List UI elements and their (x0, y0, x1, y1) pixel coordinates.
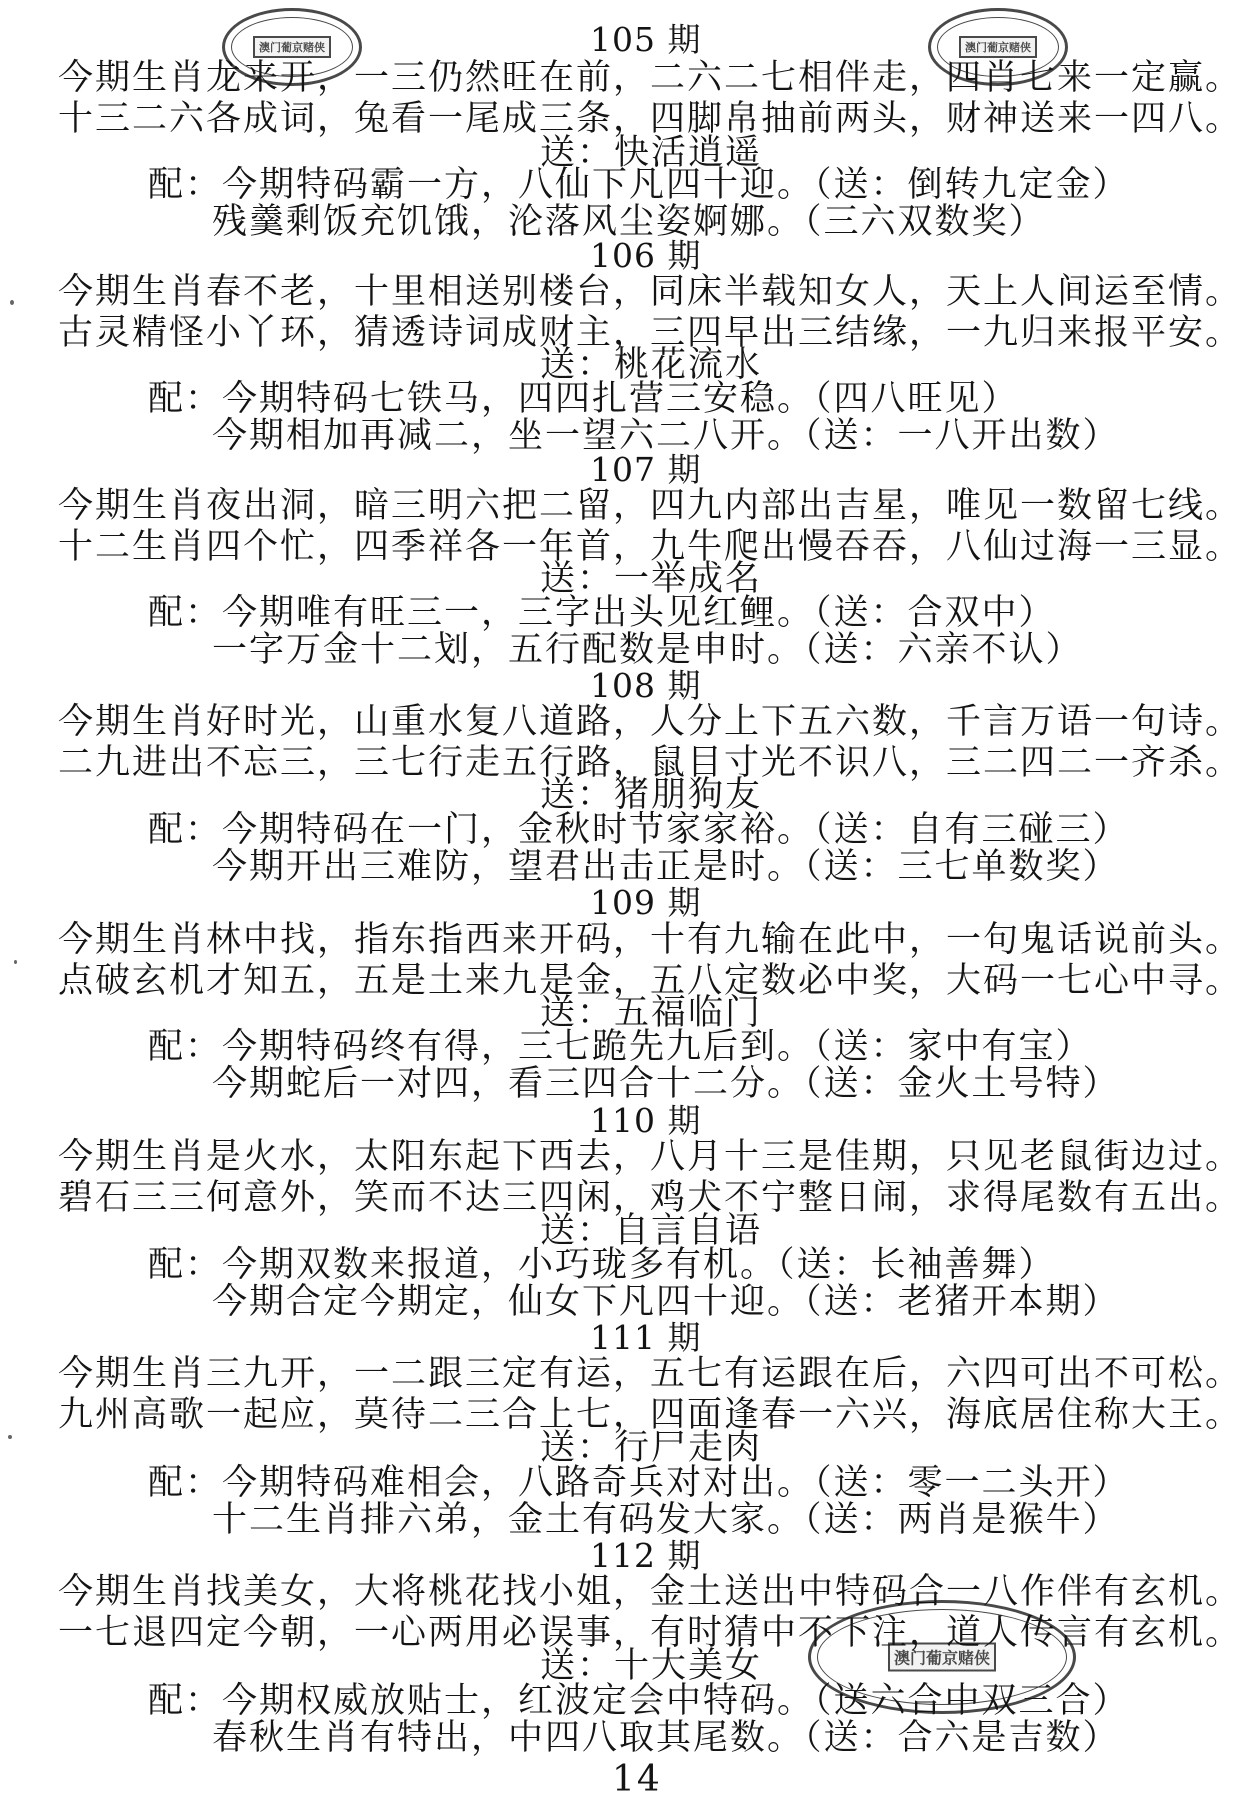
gift-line: 送：自言自语 (540, 1211, 763, 1251)
issue-title: 111 期 (590, 1318, 702, 1357)
seal-stamp-text: 澳门葡京赌侠 (888, 1643, 996, 1672)
pairing-line: 配：今期特码七铁马，四四扎营三安稳。（四八旺见） (148, 379, 1019, 419)
pairing-line: 配：今期唯有旺三一，三字出头见红鲤。（送：合双中） (148, 593, 1056, 633)
verse-line: 今期生肖夜出洞，暗三明六把二留，四九内部出吉星，唯见一数留七线。 (58, 486, 1243, 526)
pairing-line: 春秋生肖有特出，中四八取其尾数。（送：合六是吉数） (212, 1718, 1120, 1758)
pairing-line: 配：今期特码终有得，三七跪先九后到。（送：家中有宝） (148, 1027, 1093, 1067)
gift-line: 送：五福临门 (540, 993, 763, 1033)
page-number: 14 (612, 1759, 662, 1800)
pairing-line: 今期开出三难防，望君出击正是时。（送：三七单数奖） (212, 847, 1120, 887)
verse-line: 一七退四定今朝，一心两用必误事，有时猜中不下注，道人传言有玄机。 (58, 1613, 1243, 1653)
verse-line: 今期生肖龙来开，一三仍然旺在前，二六二七相伴走，四肖七来一定赢。 (58, 58, 1243, 98)
verse-line: 今期生肖是火水，太阳东起下西去，八月十三是佳期，只见老鼠街边过。 (58, 1137, 1243, 1177)
verse-line: 二九进出不忘三，三七行走五行路，鼠目寸光不识八，三二四二一齐杀。 (58, 743, 1243, 783)
gift-line: 送：十大美女 (540, 1646, 763, 1686)
gift-line: 送：猪朋狗友 (540, 775, 763, 815)
pairing-line: 十二生肖排六弟，金土有码发大家。（送：两肖是猴牛） (212, 1500, 1120, 1540)
issue-title: 105 期 (590, 20, 702, 59)
gift-line: 送：桃花流水 (540, 345, 763, 385)
pairing-line: 配：今期特码难相会，八路奇兵对对出。（送：零一二头开） (148, 1463, 1130, 1503)
verse-line: 今期生肖找美女，大将桃花找小姐，金土送出中特码合一八作伴有玄机。 (58, 1572, 1243, 1612)
gift-line: 送：行尸走肉 (540, 1428, 763, 1468)
pairing-line: 今期相加再减二，坐一望六二八开。（送：一八开出数） (212, 416, 1120, 456)
verse-line: 今期生肖好时光，山重水复八道路，人分上下五六数，千言万语一句诗。 (58, 702, 1243, 742)
gift-line: 送：快活逍遥 (540, 133, 763, 173)
verse-line: 点破玄机才知五，五是土来九是金，五八定数必中奖，大码一七心中寻。 (58, 961, 1243, 1001)
issue-title: 106 期 (590, 236, 702, 275)
issue-title: 110 期 (590, 1101, 702, 1140)
verse-line: 碧石三三何意外，笑而不达三四闲，鸡犬不宁整日闹，求得尾数有五出。 (58, 1178, 1243, 1218)
gift-line: 送：一举成名 (540, 559, 763, 599)
pairing-line: 一字万金十二划，五行配数是申时。（送：六亲不认） (212, 630, 1083, 670)
seal-stamp-text: 澳门葡京赌侠 (253, 36, 331, 58)
verse-line: 九州高歌一起应，莫待二三合上七，四面逢春一六兴，海底居住称大王。 (58, 1395, 1243, 1435)
seal-stamp-text: 澳门葡京赌侠 (959, 36, 1037, 58)
verse-line: 今期生肖春不老，十里相送别楼台，同床半载知女人，天上人间运至情。 (58, 272, 1243, 312)
issue-title: 109 期 (590, 883, 702, 922)
verse-line: 十三二六各成词，兔看一尾成三条，四脚帛抽前两头，财神送来一四八。 (58, 99, 1243, 139)
issue-title: 107 期 (590, 450, 702, 489)
scan-speck (10, 300, 14, 305)
scan-speck (14, 960, 17, 964)
pairing-line: 今期蛇后一对四，看三四合十二分。（送：金火土号特） (212, 1064, 1120, 1104)
verse-line: 今期生肖林中找，指东指西来开码，十有九输在此中，一句鬼话说前头。 (58, 920, 1243, 960)
verse-line: 古灵精怪小丫环，猜透诗词成财主，三四早出三结缘，一九归来报平安。 (58, 313, 1243, 353)
verse-line: 今期生肖三九开，一二跟三定有运，五七有运跟在后，六四可出不可松。 (58, 1354, 1243, 1394)
issue-title: 112 期 (590, 1536, 702, 1575)
pairing-line: 今期合定今期定，仙女下凡四十迎。（送：老猪开本期） (212, 1282, 1120, 1322)
scan-speck (8, 1435, 12, 1439)
pairing-line: 配：今期双数来报道，小巧珑多有机。（送：长袖善舞） (148, 1245, 1056, 1285)
pairing-line: 配：今期特码霸一方，八仙下凡四十迎。（送：倒转九定金） (148, 165, 1130, 205)
pairing-line: 残羹剩饭充饥饿，沦落风尘姿婀娜。（三六双数奖） (212, 202, 1046, 242)
issue-title: 108 期 (590, 666, 702, 705)
pairing-line: 配：今期权威放贴士，红波定会中特码。（送六合中双三合） (148, 1681, 1130, 1721)
pairing-line: 配：今期特码在一门，金秋时节家家裕。（送：自有三碰三） (148, 810, 1130, 850)
verse-line: 十二生肖四个忙，四季祥各一年首，九牛爬出慢吞吞，八仙过海一三显。 (58, 527, 1243, 567)
